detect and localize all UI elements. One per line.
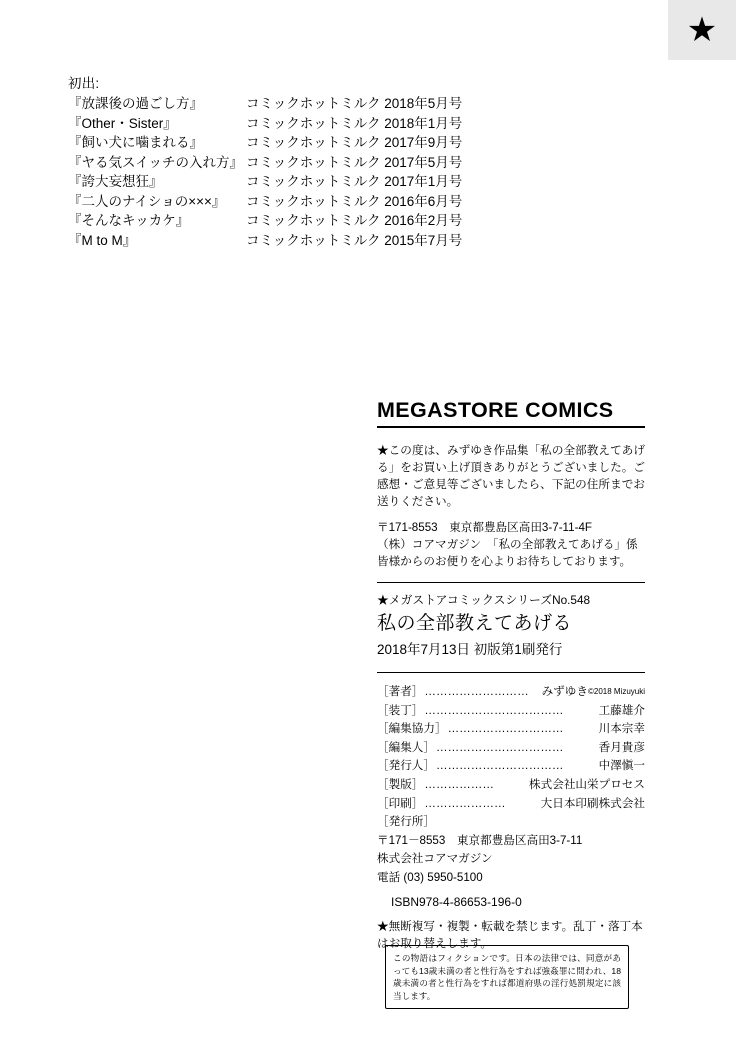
leader-dots: ……………… xyxy=(424,777,494,791)
publisher-line: 株式会社コアマガジン xyxy=(377,852,493,866)
staff-value: 香月貴彦 xyxy=(598,740,645,754)
credits-row xyxy=(68,114,488,134)
star-badge xyxy=(668,0,736,60)
credits-source: コミックホットミルク 2017年1月号 xyxy=(246,174,463,189)
section-divider xyxy=(377,672,645,673)
staff-value: 工藤雄介 xyxy=(598,703,645,717)
staff-value: 大日本印刷株式会社 xyxy=(540,796,645,810)
credits-title: 『二人のナイショの×××』 xyxy=(68,193,226,209)
credits-row xyxy=(68,172,488,192)
leader-dots: ……………………………… xyxy=(424,703,564,717)
staff-row xyxy=(377,776,645,795)
leader-dots: ………………………… xyxy=(447,722,564,736)
staff-value: 中澤愼一 xyxy=(598,759,645,773)
publisher-line: 〒171－8553 東京都豊島区高田3-7-11 xyxy=(377,833,583,847)
staff-row xyxy=(377,702,645,721)
credits-source: コミックホットミルク 2018年5月号 xyxy=(246,96,463,111)
staff-label: ［装丁］ xyxy=(377,703,424,717)
credits-row xyxy=(68,94,488,114)
isbn: ISBN978-4-86653-196-0 xyxy=(391,894,522,909)
credits-title: 『そんなキッカケ』 xyxy=(68,213,190,228)
credits-row xyxy=(68,192,488,212)
credits-title: 『放課後の過ごし方』 xyxy=(68,96,203,111)
publisher-line: 電話 (03) 5950-5100 xyxy=(377,870,483,884)
credits-source: コミックホットミルク 2018年1月号 xyxy=(246,115,463,131)
credits-title: 『ヤる気スイッチの入れ方』 xyxy=(68,154,243,170)
staff-row xyxy=(377,757,645,776)
credits-source: コミックホットミルク 2016年2月号 xyxy=(246,213,463,228)
credits-row xyxy=(68,231,488,251)
credits-heading: 初出: xyxy=(68,76,100,91)
staff-row xyxy=(377,720,645,739)
publication-date: 2018年7月13日 初版第1刷発行 xyxy=(377,642,563,657)
copyright-note: ©2018 Mizuyuki xyxy=(587,687,645,696)
credits-source: コミックホットミルク 2017年9月号 xyxy=(246,135,463,150)
leader-dots: ……………………… xyxy=(424,685,529,698)
staff-row xyxy=(377,683,645,702)
leader-dots: …………………………… xyxy=(435,740,564,754)
address-line: （株）コアマガジン 「私の全部教えてあげる」係 xyxy=(377,538,638,551)
star-icon: ★ xyxy=(686,11,718,49)
staff-label: ［著者］ xyxy=(377,685,424,698)
credits-row xyxy=(68,153,488,173)
staff-row xyxy=(377,795,645,814)
publisher-brand: MEGASTORE COMICS xyxy=(377,398,645,428)
thank-you-note: ★この度は、みずゆき作品集「私の全部教えてあげる」をお買い上げ頂きありがとうございました。ご感想・ご意見等ございましたら、下記の住所までお送りください。 xyxy=(377,444,645,508)
credits-title: 『M to M』 xyxy=(68,232,137,248)
address-line: 皆様からのお便りを心よりお待ちしております。 xyxy=(377,555,632,568)
fiction-disclaimer: この物語はフィクションです。日本の法律では、同意があっても13歳未満の者と性行為をすれば強姦罪に問われ、18歳未満の者と性行為をすれば都道府県の淫行処罰規定に該当します。 xyxy=(385,945,629,1009)
credits-row xyxy=(68,133,488,153)
staff-value: 川本宗幸 xyxy=(598,722,645,736)
credits-source: コミックホットミルク 2017年5月号 xyxy=(246,154,463,170)
credits-title: 『誇大妄想狂』 xyxy=(68,174,163,189)
credits-source: コミックホットミルク 2015年7月号 xyxy=(246,232,463,248)
staff-credits xyxy=(377,683,645,952)
leader-dots: …………………………… xyxy=(435,759,564,773)
staff-label: ［編集人］ xyxy=(377,740,435,754)
staff-label: ［印刷］ xyxy=(377,796,424,810)
publisher-label: ［発行所］ xyxy=(377,815,435,829)
staff-label: ［製版］ xyxy=(377,777,424,791)
series-number: ★メガストアコミックスシリーズNo.548 xyxy=(377,593,591,607)
credits-list xyxy=(68,94,488,250)
colophon-block xyxy=(377,398,645,952)
staff-row xyxy=(377,739,645,758)
publisher-address xyxy=(377,832,645,888)
staff-label: ［編集協力］ xyxy=(377,722,447,736)
contact-address xyxy=(377,519,645,570)
leader-dots: ………………… xyxy=(424,796,506,810)
section-divider xyxy=(377,582,645,583)
staff-value: みずゆき©2018 Mizuyuki xyxy=(541,685,645,698)
staff-label: ［発行人］ xyxy=(377,759,435,773)
credits-title: 『飼い犬に噛まれる』 xyxy=(68,135,203,150)
first-publication-credits xyxy=(68,74,488,250)
staff-value: 株式会社山栄プロセス xyxy=(529,777,645,791)
book-title: 私の全部教えてあげる xyxy=(377,613,573,634)
credits-row xyxy=(68,211,488,231)
copyright-notice: ★無断複写・複製・転載を禁じます。乱丁・落丁本はお取り替えします。 xyxy=(377,919,643,950)
credits-title: 『Other・Sister』 xyxy=(68,115,177,131)
credits-source: コミックホットミルク 2016年6月号 xyxy=(246,193,463,209)
address-line: 〒171-8553 東京都豊島区高田3-7-11-4F xyxy=(377,521,592,534)
